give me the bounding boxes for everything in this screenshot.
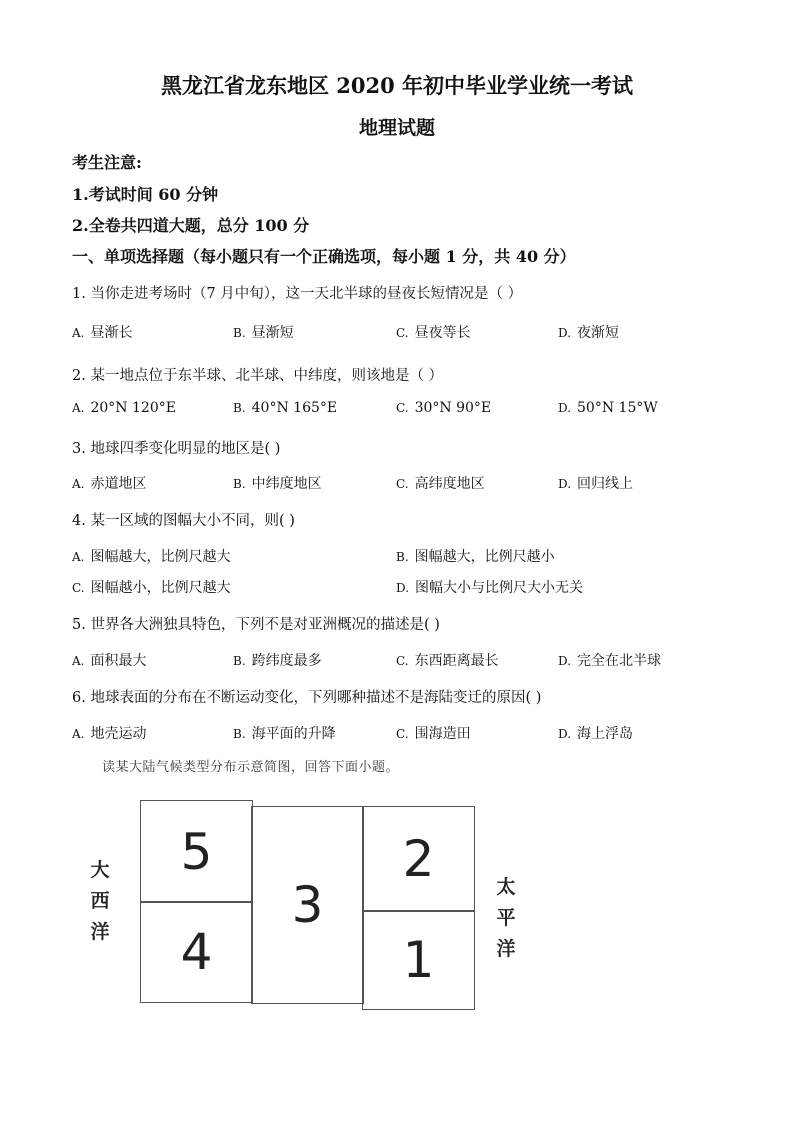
option-text: 20°N 120°E bbox=[90, 400, 176, 416]
question-3-stem: 3. 地球四季变化明显的地区是( ) bbox=[72, 441, 281, 457]
option-letter: C. bbox=[396, 401, 409, 415]
option-letter: B. bbox=[233, 401, 246, 415]
exam-title: 黑龙江省龙东地区 2020 年初中毕业学业统一考试 bbox=[160, 73, 634, 98]
atlantic-ocean-label bbox=[88, 855, 112, 948]
question-3-option-d bbox=[558, 473, 633, 493]
region-1: 1 bbox=[362, 910, 475, 1010]
option-letter: B. bbox=[233, 326, 246, 340]
option-text: 高纬度地区 bbox=[414, 476, 485, 492]
option-text: 围海造田 bbox=[414, 726, 471, 742]
option-text: 图幅大小与比例尺大小无关 bbox=[415, 580, 584, 596]
figure-caption: 读某大陆气候类型分布示意简图，回答下面小题。 bbox=[102, 760, 400, 775]
question-6-option-d bbox=[558, 723, 633, 743]
region-2: 2 bbox=[362, 806, 475, 912]
option-letter: A. bbox=[72, 727, 85, 741]
question-5-option-c bbox=[396, 650, 499, 670]
option-text: 赤道地区 bbox=[90, 476, 147, 492]
question-4-option-d bbox=[396, 577, 583, 597]
option-text: 东西距离最长 bbox=[414, 653, 499, 669]
option-text: 完全在北半球 bbox=[577, 653, 662, 669]
option-letter: C. bbox=[396, 477, 409, 491]
option-letter: D. bbox=[396, 581, 410, 595]
question-5-option-a bbox=[72, 650, 146, 670]
option-letter: A. bbox=[72, 654, 85, 668]
question-5-stem: 5. 世界各大洲独具特色，下列不是对亚洲概况的描述是( ) bbox=[72, 617, 440, 633]
question-4-option-b bbox=[396, 546, 555, 566]
option-text: 30°N 90°E bbox=[414, 400, 492, 416]
option-letter: B. bbox=[396, 550, 409, 564]
option-letter: C. bbox=[396, 326, 409, 340]
question-1-option-a bbox=[72, 322, 132, 342]
option-text: 昼渐长 bbox=[90, 325, 133, 341]
section-heading: 一、单项选择题（每小题只有一个正确选项，每小题 1 分，共 40 分） bbox=[72, 247, 576, 266]
option-text: 昼渐短 bbox=[251, 325, 294, 341]
question-4-option-c bbox=[72, 577, 231, 597]
question-3-option-c bbox=[396, 473, 485, 493]
option-text: 跨纬度最多 bbox=[251, 653, 322, 669]
option-text: 回归线上 bbox=[577, 476, 634, 492]
option-text: 50°N 15°W bbox=[577, 400, 658, 416]
question-4-stem: 4. 某一区域的图幅大小不同，则( ) bbox=[72, 513, 295, 529]
region-3: 3 bbox=[251, 806, 364, 1004]
question-6-stem: 6. 地球表面的分布在不断运动变化，下列哪种描述不是海陆变迁的原因( ) bbox=[72, 690, 542, 706]
question-1-option-d bbox=[558, 322, 619, 342]
question-2-option-b bbox=[233, 400, 337, 416]
question-1-option-c bbox=[396, 322, 471, 342]
option-letter: D. bbox=[558, 654, 572, 668]
option-letter: D. bbox=[558, 326, 572, 340]
notice-heading: 考生注意: bbox=[72, 153, 142, 172]
question-2-option-d bbox=[558, 400, 658, 416]
option-letter: A. bbox=[72, 477, 85, 491]
question-3-option-a bbox=[72, 473, 146, 493]
question-5-option-b bbox=[233, 650, 322, 670]
option-letter: B. bbox=[233, 654, 246, 668]
option-letter: C. bbox=[396, 727, 409, 741]
region-4: 4 bbox=[140, 901, 253, 1003]
ocean-char: 洋 bbox=[90, 921, 110, 943]
option-text: 昼夜等长 bbox=[414, 325, 471, 341]
option-letter: A. bbox=[72, 550, 85, 564]
pacific-ocean-label bbox=[494, 872, 518, 965]
question-2-stem: 2. 某一地点位于东半球、北半球、中纬度，则该地是（ ） bbox=[72, 368, 444, 384]
option-text: 图幅越小，比例尺越大 bbox=[90, 580, 231, 596]
option-letter: B. bbox=[233, 727, 246, 741]
question-1-option-b bbox=[233, 322, 294, 342]
option-text: 中纬度地区 bbox=[251, 476, 322, 492]
option-letter: C. bbox=[396, 654, 409, 668]
option-text: 夜渐短 bbox=[577, 325, 620, 341]
option-letter: D. bbox=[558, 727, 572, 741]
option-letter: A. bbox=[72, 401, 85, 415]
question-2-option-a bbox=[72, 400, 176, 416]
question-6-option-a bbox=[72, 723, 146, 743]
region-5: 5 bbox=[140, 800, 253, 903]
ocean-char: 西 bbox=[90, 890, 110, 912]
ocean-char: 太 bbox=[496, 876, 516, 898]
option-text: 40°N 165°E bbox=[251, 400, 338, 416]
option-text: 海平面的升降 bbox=[251, 726, 336, 742]
question-6-option-b bbox=[233, 723, 336, 743]
option-letter: D. bbox=[558, 401, 572, 415]
ocean-char: 大 bbox=[90, 859, 110, 881]
option-text: 面积最大 bbox=[90, 653, 147, 669]
question-4-option-a bbox=[72, 546, 230, 566]
option-text: 图幅越大，比例尺越大 bbox=[90, 549, 231, 565]
question-2-option-c bbox=[396, 400, 491, 416]
ocean-char: 洋 bbox=[496, 938, 516, 960]
exam-subtitle: 地理试题 bbox=[358, 117, 435, 139]
option-letter: C. bbox=[72, 581, 85, 595]
option-letter: A. bbox=[72, 326, 85, 340]
option-text: 海上浮岛 bbox=[577, 726, 634, 742]
question-5-option-d bbox=[558, 650, 661, 670]
option-letter: D. bbox=[558, 477, 572, 491]
option-text: 图幅越大，比例尺越小 bbox=[414, 549, 555, 565]
option-letter: B. bbox=[233, 477, 246, 491]
notice-item-time: 1.考试时间 60 分钟 bbox=[72, 185, 219, 204]
question-6-option-c bbox=[396, 723, 471, 743]
option-text: 地壳运动 bbox=[90, 726, 147, 742]
notice-item-score: 2.全卷共四道大题，总分 100 分 bbox=[72, 216, 310, 235]
ocean-char: 平 bbox=[496, 907, 516, 929]
question-3-option-b bbox=[233, 473, 322, 493]
question-1-stem: 1. 当你走进考场时（7 月中旬），这一天北半球的昼夜长短情况是（ ） bbox=[72, 286, 523, 302]
